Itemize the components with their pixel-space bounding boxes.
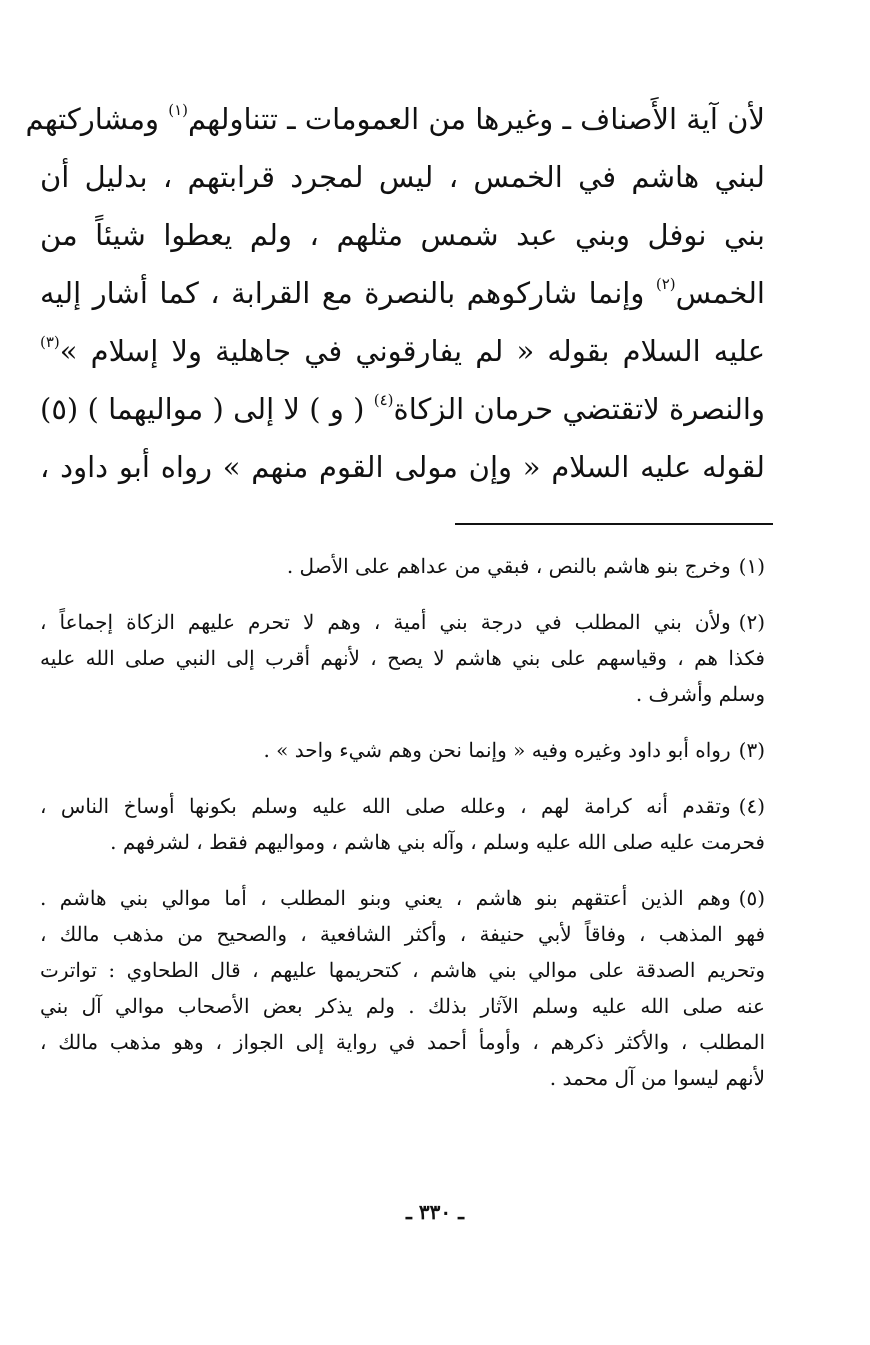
- footnote-number: (٣): [738, 738, 765, 762]
- footnote-4: (٤)وتقدم أنه كرامة لهم ، وعلله صلى الله عليه وسلم بكونها أوساخ الناس ، فحرمت عليه صلى الله عليه وسلم ، وآله بني هاشم ، ومواليهم فقط ، لشرفهم .: [40, 794, 765, 854]
- footnotes: [40, 548, 765, 1116]
- main-line: عليه السلام بقوله « لم يفارقوني في جاهلية ولا إسلام »$^{(٣)}$: [40, 333, 765, 368]
- footnote-number: (٤): [738, 794, 765, 818]
- footnote-number: (٥): [738, 886, 765, 910]
- footnote-1: (١)وخرج بنو هاشم بالنص ، فبقي من عداهم على الأصل .: [286, 554, 765, 578]
- footnote-number: (١): [738, 554, 765, 578]
- main-text: [25, 90, 765, 496]
- footnote-2: (٢)ولأن بني المطلب في درجة بني أمية ، وهم لا تحرم عليهم الزكاة إجماعاً ، فكذا هم ، وقياسهم على بني هاشم لا يصح ، لأنهم أقرب إلى النبي صلى الله عليه وسلم وأشرف .: [40, 610, 765, 706]
- page-number: ـ ٣٣٠ ـ: [406, 1200, 464, 1224]
- main-line: والنصرة لاتقتضي حرمان الزكاة$^{(٤)}$ ( و ) لا إلى ( مواليهما ) (٥): [40, 391, 765, 426]
- main-line: لبني هاشم في الخمس ، ليس لمجرد قرابتهم ، بدليل أن: [40, 160, 765, 194]
- main-line: لأن آية الأَصناف ـ وغيرها من العمومات ـ تتناولهم$^{(١)}$ ومشاركتهم: [25, 101, 765, 136]
- main-line: بني نوفل وبني عبد شمس مثلهم ، ولم يعطوا شيئاً من: [40, 218, 765, 252]
- main-line: لقوله عليه السلام « وإن مولى القوم منهم » رواه أبو داود ،: [40, 450, 765, 484]
- footnote-5: (٥)وهم الذين أعتقهم بنو هاشم ، يعني وبنو المطلب ، أما موالي بني هاشم . فهو المذهب ، وفاقاً لأبي حنيفة ، وأكثر الشافعية ، والصحيح من مذهب مالك ، وتحريم الصدقة على موالي بني هاشم ، كتحريمها عليهم ، قال الطحاوي : تواترت عنه صلى الله عليه وسلم الآثار بذلك . ولم يذكر بعض الأصحاب موالي آل بني المطلب ، والأكثر ذكرهم ، وأومأ أحمد في رواية إلى الجواز ، وهو مذهب مالك ، لأنهم ليسوا من آل محمد .: [40, 886, 765, 1090]
- footnote-3: (٣)رواه أبو داود وغيره وفيه « وإنما نحن وهم شيء واحد » .: [263, 738, 765, 762]
- footnote-separator: [455, 523, 773, 525]
- footnote-number: (٢): [738, 610, 765, 634]
- main-line: الخمس$^{(٢)}$ وإنما شاركوهم بالنصرة مع القرابة ، كما أشار إليه: [40, 275, 765, 310]
